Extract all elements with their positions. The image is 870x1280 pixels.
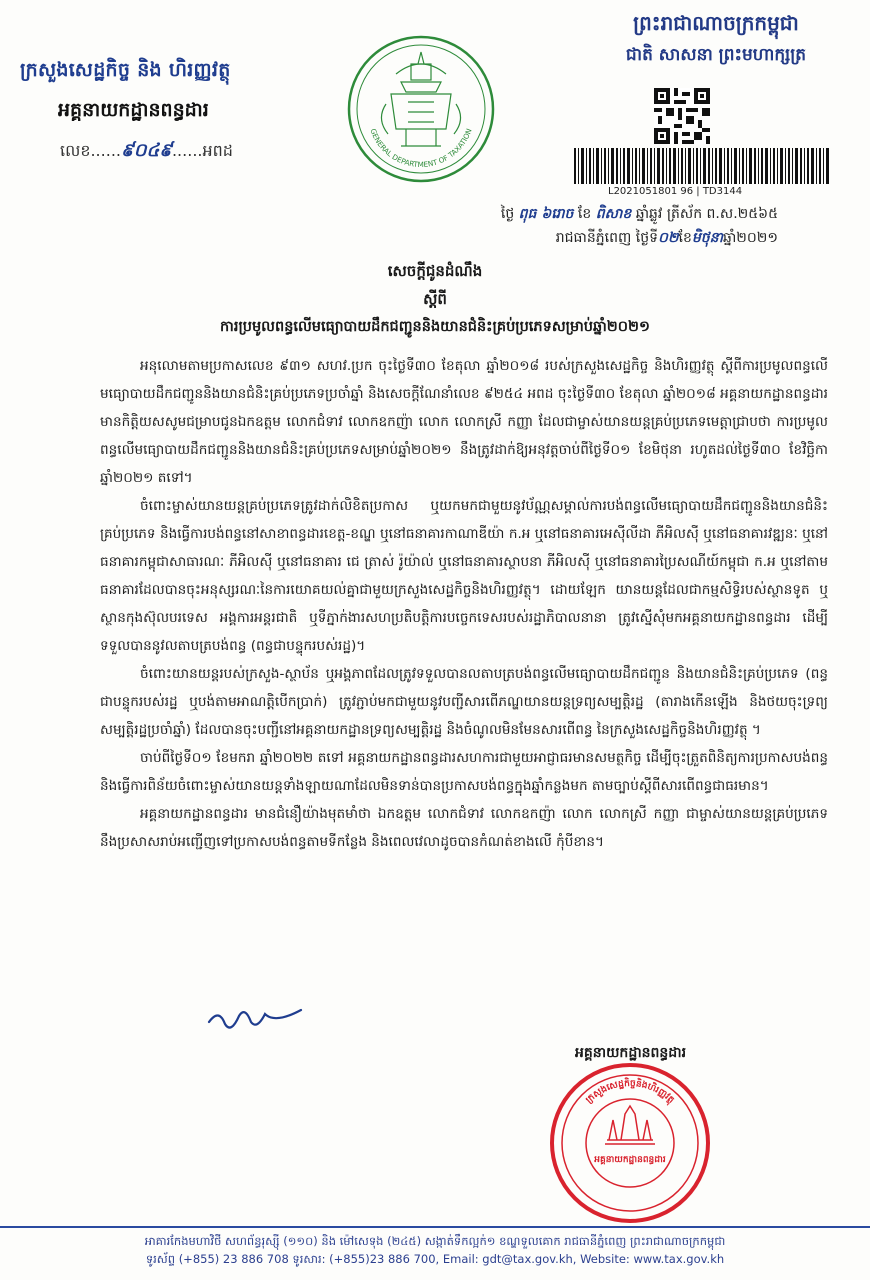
notice-body — [100, 352, 828, 856]
body-paragraph: ចំពោះយានយន្តរបស់ក្រសួង-ស្ថាប័ន ឬអង្គភាពដែលត្រូវទទួលបានលតាបត្របង់ពន្ធលើមធ្យោបាយដឹកជញ្ជូន និងយានជំនិះគ្រប់ប្រភេទ (ពន្ធជាបន្ទុករបស់រដ្ឋ ឬបង់តាមអាណត្តិបើកប្រាក់) ត្រូវភ្ជាប់មកជាមួយនូវបញ្ជីសារពើភណ្ឌយានយន្តទ្រព្យសម្បត្តិរដ្ឋ (តារាងកើនឡើង និងថយចុះទ្រព្យសម្បត្តិរដ្ឋប្រចាំឆ្នាំ) ដែលបានចុះបញ្ជីនៅអគ្គនាយកដ្ឋានទ្រព្យសម្បត្តិរដ្ឋ និងចំណូលមិនមែនសារពើពន្ធ នៃក្រសួងសេដ្ឋកិច្ចនិងហិរញ្ញវត្ថុ ។ — [100, 666, 828, 738]
footer-divider — [0, 1226, 870, 1228]
ref-prefix: លេខ...... — [60, 141, 121, 160]
lunar-month-handwritten: ពិសាខ — [595, 206, 632, 222]
stamp-center-text: អគ្គនាយកដ្ឋានពន្ធដារ — [594, 1155, 666, 1165]
official-stamp — [545, 1058, 715, 1232]
national-motto: ជាតិ សាសនា ព្រះមហាក្សត្រ — [625, 45, 807, 65]
gdt-emblem — [346, 34, 496, 188]
notice-subject: ការប្រមូលពន្ធលើមធ្យោបាយដឹកជញ្ជូននិងយានជំនិះគ្រប់ប្រភេទសម្រាប់ឆ្នាំ២០២១ — [220, 319, 650, 335]
barcode-caption: L2021051801 96 | TD3144 — [608, 186, 743, 197]
city-day-handwritten: ០២ — [658, 230, 679, 246]
department-name: អគ្គនាយកដ្ឋានពន្ធដារ — [58, 99, 209, 121]
body-paragraph: អនុលោមតាមប្រកាសលេខ ៩៣១ សហវ.ប្រក ចុះថ្ងៃទី៣០ ខែតុលា ឆ្នាំ២០១៨ របស់ក្រសួងសេដ្ឋកិច្ច និងហិរញ្ញវត្ថុ ស្តីពីការប្រមូលពន្ធលើមធ្យោបាយដឹកជញ្ជូននិងយានជំនិះគ្រប់ប្រភេទប្រចាំឆ្នាំ និងសេចក្តីណែនាំលេខ ៩២៥៤ អពដ ចុះថ្ងៃទី៣០ ខែតុលា ឆ្នាំ២០១៨ អគ្គនាយកដ្ឋានពន្ធដារមានកិត្តិយសសូមជម្រាបជូនឯកឧត្តម លោកជំទាវ លោកឧកញ៉ា លោក លោកស្រី កញ្ញា ដែលជាម្ចាស់យានយន្តគ្រប់ប្រភេទមេត្តាជ្រាបថា ការប្រមូលពន្ធលើមធ្យោបាយដឹកជញ្ជូននិងយានជំនិះគ្រប់ប្រភេទសម្រាប់ឆ្នាំ២០២១ នឹងត្រូវដាក់ឱ្យអនុវត្តចាប់ពីថ្ងៃទី០១ ខែមិថុនា រហូតដល់ថ្ងៃទី៣០ ខែវិច្ឆិកា ឆ្នាំ២០២១ តទៅ។ — [100, 358, 828, 486]
stamp-ring-text: ក្រសួងសេដ្ឋកិច្ចនិងហិរញ្ញវត្ថុ — [584, 1078, 676, 1106]
city-date: រាជធានីភ្នំពេញ ថ្ងៃទី០២ខែមិថុនាឆ្នាំ២០២១ — [555, 230, 778, 246]
emblem-caption: GENERAL DEPARTMENT OF TAXATION — [368, 127, 474, 170]
body-paragraph: អគ្គនាយកដ្ឋានពន្ធដារ មានជំនឿយ៉ាងមុតមាំថា ឯកឧត្តម លោកជំទាវ លោកឧកញ៉ា លោក លោកស្រី កញ្ញា ជាម្ចាស់យានយន្តគ្រប់ប្រភេទ នឹងប្រសាសរាប់អញ្ជើញទៅប្រកាសបង់ពន្ធតាមទីកន្លែង និងពេលវេលាដូចបានកំណត់ខាងលើ កុំបីខាន។ — [100, 806, 828, 850]
handwritten-initials — [205, 1000, 305, 1044]
notice-title: សេចក្តីជូនដំណឹង — [387, 262, 483, 280]
ref-suffix: ......អពដ — [171, 141, 233, 160]
kingdom-title: ព្រះរាជាណាចក្រកម្ពុជា — [633, 11, 799, 35]
reference-number — [60, 138, 233, 165]
body-paragraph: ចំពោះម្ចាស់យានយន្តគ្រប់ប្រភេទត្រូវដាក់លិខិតប្រកាស ឬយកមកជាមួយនូវប័ណ្ណសម្គាល់ការបង់ពន្ធលើមធ្យោបាយដឹកជញ្ជូននិងយានជំនិះគ្រប់ប្រភេទ និងធ្វើការបង់ពន្ធនៅសាខាពន្ធដារខេត្ត-ខណ្ឌ ឬនៅធនាគារកាណាឌីយ៉ា ក.អ ឬនៅធនាគារអេស៊ីលីដា ភីអិលស៊ី ឬនៅធនាគារវឌ្ឍនៈ ឬនៅធនាគារកម្ពុជាសាធារណៈ ភីអិលស៊ី ឬនៅធនាគារ ជេ ត្រាស់ រ៉ូយ៉ាល់ ឬនៅធនាគារស្ថាបនា ភីអិលស៊ី ឬនៅធនាគារប្រៃសណីយ៍កម្ពុជា ក.អ ឬនៅតាមធនាគារដែលបានចុះអនុស្សរណៈនៃការយោគយល់គ្នាជាមួយក្រសួងសេដ្ឋកិច្ចនិងហិរញ្ញវត្ថុ។ ដោយឡែក យានយន្តដែលជាកម្មសិទ្ធិរបស់ស្ថានទូត ឬស្ថានកុងស៊ុលបរទេស អង្គការអន្តរជាតិ ឬទីភ្នាក់ងារសហប្រតិបត្តិការបច្ចេកទេសរបស់រដ្ឋាភិបាលនានា ត្រូវស្នើសុំមកអគ្គនាយកដ្ឋានពន្ធដារ ដើម្បីទទួលបាននូវលតាបត្របង់ពន្ធ (ពន្ធជាបន្ទុករបស់រដ្ឋ)។ — [100, 498, 828, 654]
lunar-day-handwritten: ពុធ ៦រោច — [518, 206, 574, 222]
footer-address: អាគារកែងមហាវិថី សហព័ន្ធរុស្ស៊ី (១១០) និង ម៉ៅសេទុង (២៤៥) សង្កាត់ទឹកល្អក់១ ខណ្ឌទួលគោក រាជធានីភ្នំពេញ ព្រះរាជាណាចក្រកម្ពុជា — [144, 1234, 726, 1248]
footer-contact: ទូរស័ព្ទ (+855) 23 886 708 ទូរសារ: (+855)23 886 700, Email: gdt@tax.gov.kh, Website: www.tax.gov.kh — [145, 1252, 725, 1266]
body-paragraph: ចាប់ពីថ្ងៃទី០១ ខែមករា ឆ្នាំ២០២២ តទៅ អគ្គនាយកដ្ឋានពន្ធដារសហការជាមួយអាជ្ញាធរមានសមត្ថកិច្ច ដើម្បីចុះត្រួតពិនិត្យការប្រកាសបង់ពន្ធ និងធ្វើការពិន័យចំពោះម្ចាស់យានយន្តទាំងឡាយណាដែលមិនទាន់បានប្រកាសបង់ពន្ធក្នុងឆ្នាំកន្លងមក តាមច្បាប់ស្តីពីសារពើពន្ធជាធរមាន។ — [100, 750, 828, 794]
notice-subject-label: ស្តីពី — [423, 290, 447, 308]
lunar-date: ថ្ងៃ ពុធ ៦រោច ខែ ពិសាខ ឆ្នាំឆ្លូវ ត្រីស័ក ព.ស.២៥៦៥ — [500, 206, 778, 222]
qr-code — [654, 88, 710, 144]
barcode — [572, 148, 832, 184]
signer-title: អគ្គនាយកដ្ឋានពន្ធដារ — [575, 1045, 687, 1061]
ref-number-handwritten: ៩០៤៩ — [120, 140, 172, 161]
ministry-name: ក្រសួងសេដ្ឋកិច្ច និង ហិរញ្ញវត្ថុ — [20, 59, 231, 81]
city-month-handwritten: មិថុនា — [691, 230, 723, 246]
